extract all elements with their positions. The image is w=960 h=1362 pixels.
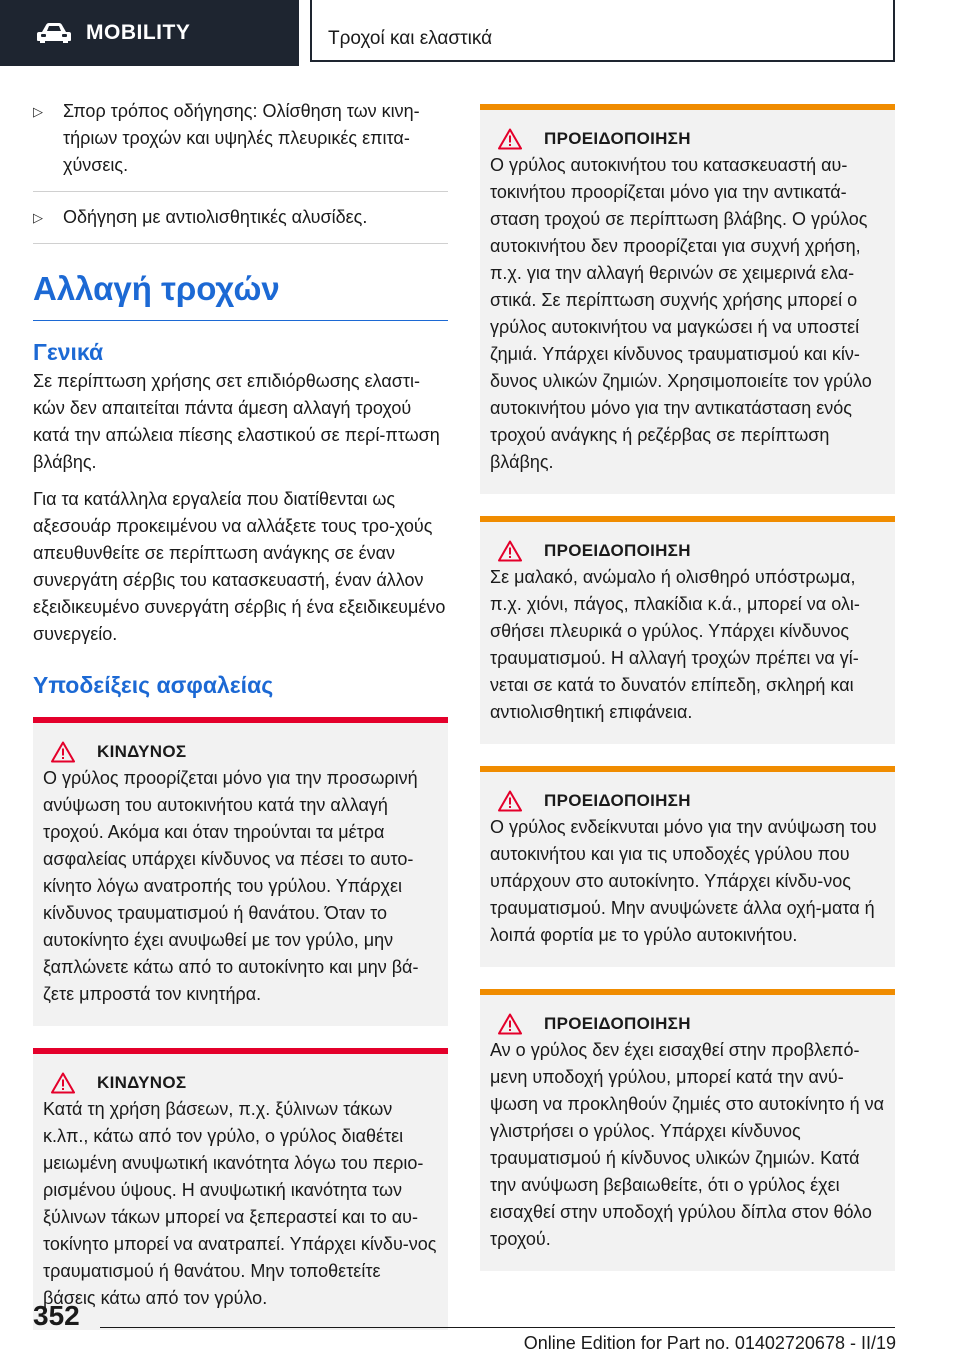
- danger-box: [33, 1048, 448, 1330]
- car-icon: [36, 22, 72, 44]
- left-column: [33, 98, 448, 1352]
- warning-box-title: ΠΡΟΕΙΔΟΠΟΙΗΣΗ: [544, 129, 691, 148]
- general-paragraph-2: Για τα κατάλληλα εργαλεία που διατίθενται ως αξεσουάρ προκειμένου να αλλάξετε τους τρο-χούς απευθυνθείτε σε περίπτωση ανάγκης σε έναν συνεργάτη σέρβις του κατασκευαστή, έναν άλλον εξειδικευμένο συνεργάτη σέρβις ή ένα εξειδικευμένο συνεργείο.: [33, 489, 446, 644]
- warning-box-title: ΠΡΟΕΙΔΟΠΟΙΗΣΗ: [544, 1014, 691, 1033]
- danger-box-title: ΚΙΝΔΥΝΟΣ: [97, 1073, 187, 1092]
- general-paragraph-1: Σε περίπτωση χρήσης σετ επιδιόρθωσης ελαστι-κών δεν απαιτείται πάντα άμεση αλλαγή τροχού κατά την απώλεια πίεσης ελαστικού σε περί-πτωση βλάβης.: [33, 371, 440, 472]
- warning-box: [480, 989, 895, 1271]
- chapter-heading: Αλλαγή τροχών: [33, 270, 448, 321]
- mobility-label: MOBILITY: [86, 21, 191, 44]
- warning-box-text: Αν ο γρύλος δεν έχει εισαχθεί στην προβλεπό-μενη υποδοχή γρύλου, μπορεί κατά την ανύ-ψωση να προκληθούν ζημιές στο αυτοκίνητο ή να γλιστρήσει ο γρύλος. Υπάρχει κίνδυνος τραυματισμού ή κίνδυνος υλικών ζημιών. Κατά την ανύψωση βεβαιωθείτε, ότι ο γρύλος έχει εισαχθεί στην υποδοχή γρύλου δίπλα στον θόλο τροχού.: [490, 1040, 885, 1249]
- danger-box: [33, 717, 448, 1026]
- list-item: [33, 204, 448, 244]
- warning-box: [480, 104, 895, 494]
- warning-triangle-icon: [51, 1072, 75, 1094]
- page-number: 352: [33, 1300, 80, 1331]
- warning-triangle-icon: [498, 1013, 522, 1035]
- footer-divider: [100, 1327, 895, 1328]
- right-column: [480, 104, 895, 1293]
- list-item-text: Οδήγηση με αντιολισθητικές αλυσίδες.: [63, 207, 368, 227]
- triangle-bullet-icon: ▷: [33, 210, 43, 225]
- warning-box-text: Ο γρύλος ενδείκνυται μόνο για την ανύψωση του αυτοκινήτου και για τις υποδοχές γρύλου που υπάρχουν στο αυτοκίνητο. Υπάρχει κίνδυ-νος τραυματισμού. Μην ανυψώνετε άλλα οχή-ματα ή λοιπά φορτία με το γρύλο αυτοκινήτου.: [490, 817, 877, 945]
- section-title: Τροχοί και ελαστικά: [328, 28, 493, 49]
- warning-triangle-icon: [498, 790, 522, 812]
- warning-triangle-icon: [498, 540, 522, 562]
- warning-box-text: Ο γρύλος αυτοκινήτου του κατασκευαστή αυ-τοκινήτου προορίζεται μόνο για την αντικατά-σταση τροχού σε περίπτωση βλάβης. Ο γρύλος αυτοκινήτου δεν προορίζεται για συχνή χρήση, π.χ. για την αλλαγή θερινών σε χειμερινά ελα-στικά. Σε περίπτωση συχνής χρήσης μπορεί ο γρύλος αυτοκινήτου να μαγκώσει ή να υποστεί ζημιά. Υπάρχει κίνδυνος τραυματισμού και κίν-δυνος υλικών ζημιών. Χρησιμοποιείτε τον γρύλο αυτοκινήτου μόνο για την αντικατάσταση ενός τροχού ανάγκης ή ρεζέρβας σε περίπτωση βλάβης.: [490, 155, 872, 472]
- warning-box: [480, 516, 895, 744]
- list-item: [33, 98, 448, 192]
- warning-box-text: Σε μαλακό, ανώμαλο ή ολισθηρό υπόστρωμα, π.χ. χιόνι, πάγος, πλακίδια κ.ά., μπορεί να ολι-σθήσει πλευρικά ο γρύλος. Υπάρχει κίνδυνος τραυματισμού. Η αλλαγή τροχών πρέπει να γί-νεται σε κατά το δυνατόν επίπεδη, σκληρή και αντιολισθητική επιφάνεια.: [490, 567, 860, 722]
- danger-box-title: ΚΙΝΔΥΝΟΣ: [97, 742, 187, 761]
- danger-box-text: Κατά τη χρήση βάσεων, π.χ. ξύλινων τάκων κ.λπ., κάτω από τον γρύλο, ο γρύλος διαθέτει μειωμένη ανυψωτική ικανότητα λόγω του περιο-ρισμένου ύψους. Η ανυψωτική ικανότητα των ξύλινων τάκων μπορεί να ξεπεραστεί και το αυ-τοκίνητο μπορεί να ανατραπεί. Υπάρχει κίνδυ-νος τραυματισμού ή θανάτου. Μην τοποθετείτε βάσεις κάτω από τον γρύλο.: [43, 1099, 437, 1308]
- warning-triangle-icon: [51, 741, 75, 763]
- warning-box: [480, 766, 895, 967]
- warning-box-title: ΠΡΟΕΙΔΟΠΟΙΗΣΗ: [544, 791, 691, 810]
- page-header: [0, 0, 960, 66]
- edition-note: Online Edition for Part no. 01402720678 - II/19: [523, 1333, 896, 1353]
- danger-box-text: Ο γρύλος προορίζεται μόνο για την προσωρινή ανύψωση του αυτοκινήτου κατά την αλλαγή τροχού. Ακόμα και όταν τηρούνται τα μέτρα ασφαλείας υπάρχει κίνδυνος να πέσει το αυτο-κίνητο λόγω ανατροπής του γρύλου. Υπάρχει κίνδυνος τραυματισμού ή θανάτου. Όταν το αυτοκίνητο έχει ανυψωθεί με τον γρύλο, μην ξαπλώνετε κάτω από το αυτοκίνητο και μην βά-ζετε μπροστά τον κινητήρα.: [43, 768, 419, 1004]
- section-header: [310, 0, 895, 62]
- warning-triangle-icon: [498, 128, 522, 150]
- warning-box-title: ΠΡΟΕΙΔΟΠΟΙΗΣΗ: [544, 541, 691, 560]
- list-item-text: Σπορ τρόπος οδήγησης: Ολίσθηση των κινη-τήριων τροχών και υψηλές πλευρικές επιτα-χύνσεις.: [63, 101, 420, 175]
- safety-heading: Υποδείξεις ασφαλείας: [33, 672, 274, 698]
- general-heading: Γενικά: [33, 339, 104, 365]
- triangle-bullet-icon: ▷: [33, 104, 43, 119]
- mobility-tab[interactable]: [0, 0, 299, 66]
